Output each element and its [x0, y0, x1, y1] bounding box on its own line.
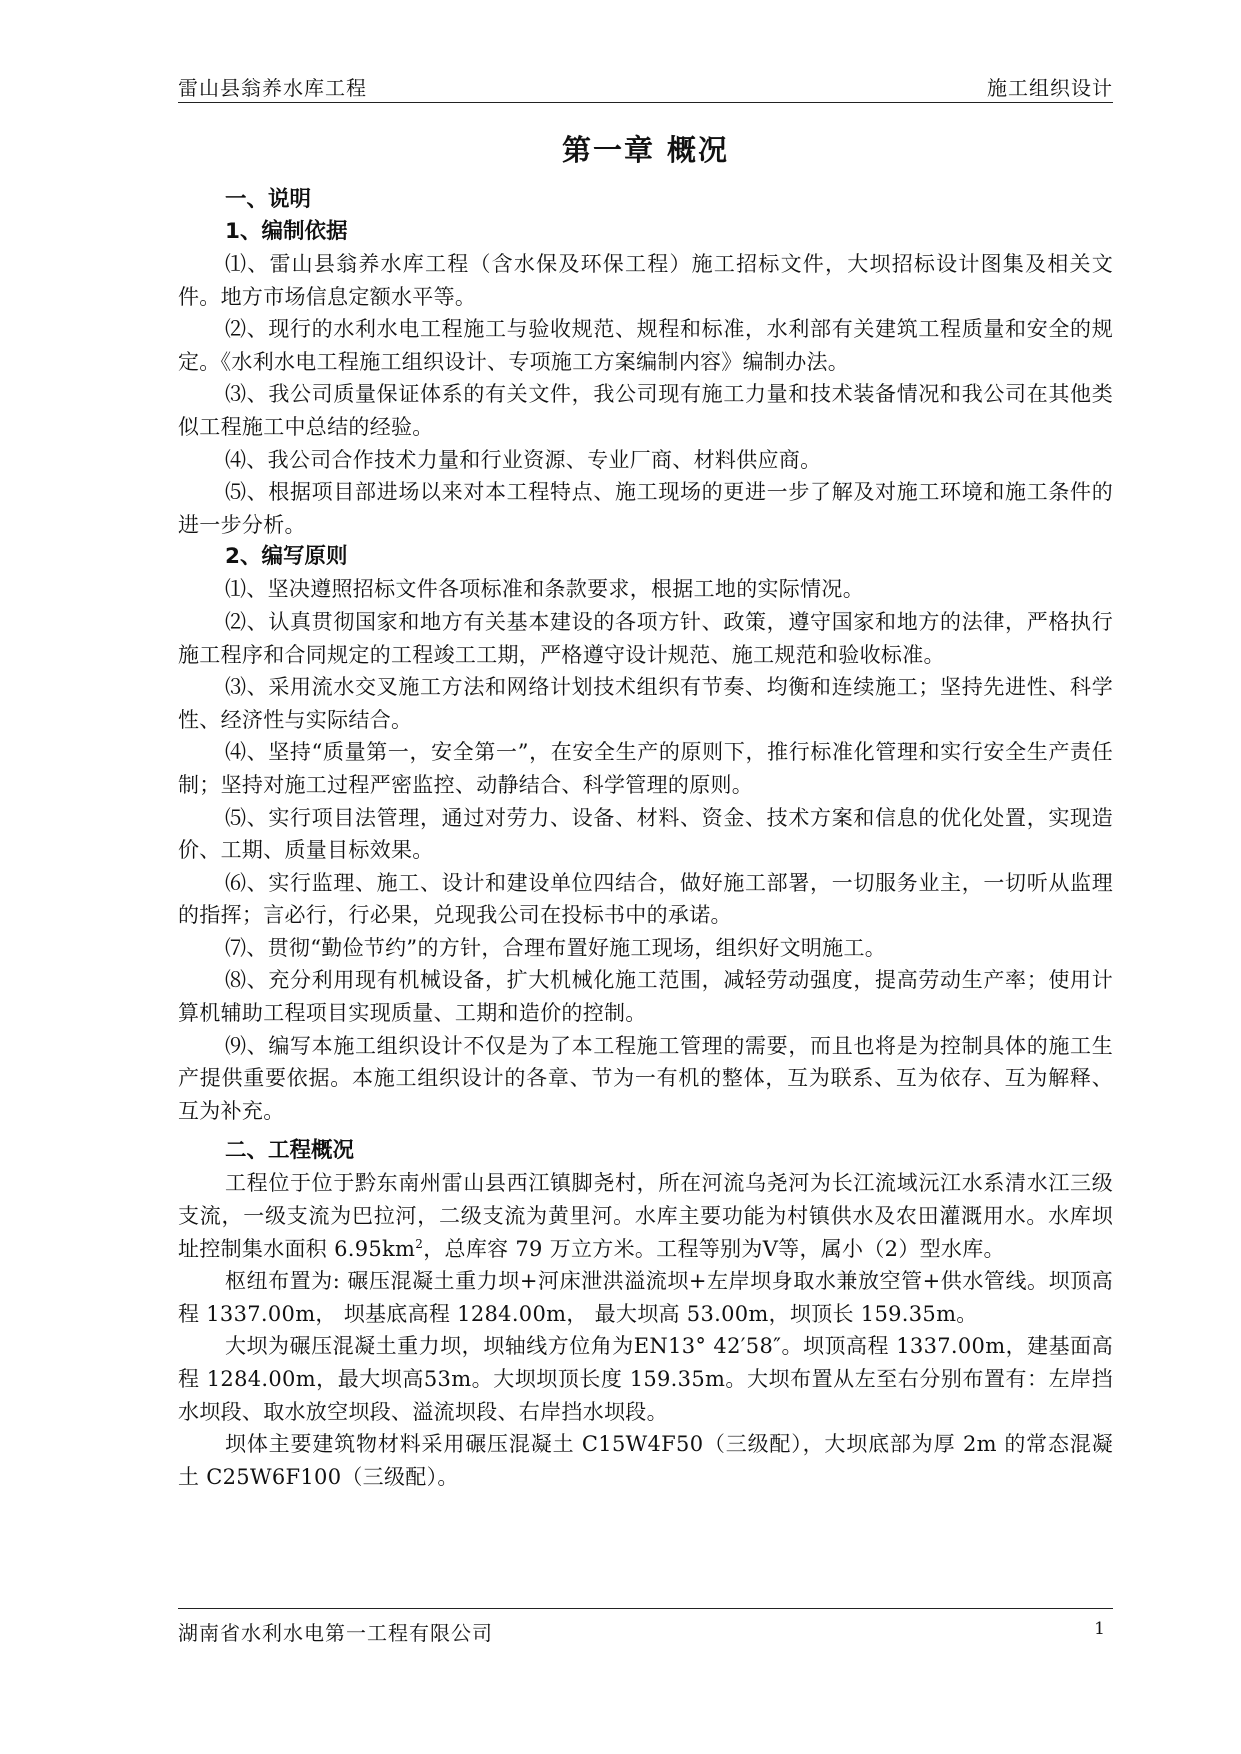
principle-item-8: ⑻、充分利用现有机械设备，扩大机械化施工范围，减轻劳动强度，提高劳动生产率；使用计算机辅助工程项目实现质量、工期和造价的控制。	[178, 968, 1113, 1026]
overview-paragraph-dam: 大坝为碾压混凝土重力坝，坝轴线方位角为EN13° 42′58″。坝顶高程 1337.00m，建基面高程 1284.00m，最大坝高53m。大坝坝顶长度 159.35m。大坝布置从左至右分别布置有：左岸挡水坝段、取水放空坝段、溢流坝段、右岸挡水坝段。	[178, 1334, 1113, 1424]
subsection-heading-principles: 2、编写原则	[225, 544, 348, 570]
overview-location-text-a: 工程位于位于黔东南州雷山县西江镇脚尧村，所在河流乌尧河为长江流域沅江水系清水江三级支流，一级支流为巴拉河，二级支流为黄里河。水库主要功能为村镇供水及农田灌溉用水。水库坝址控制集水面积 6.95km	[178, 1171, 1113, 1261]
area-unit-superscript: 2	[415, 1236, 424, 1251]
page-header	[178, 70, 1113, 103]
header-project-name: 雷山县翁养水库工程	[178, 76, 367, 100]
overview-paragraph-location	[178, 1167, 1113, 1265]
principle-item-1: ⑴、坚决遵照招标文件各项标准和条款要求，根据工地的实际情况。	[225, 577, 864, 602]
basis-item-5: ⑸、根据项目部进场以来对本工程特点、施工现场的更进一步了解及对施工环境和施工条件的进一步分析。	[178, 480, 1113, 537]
section-heading-explanation: 一、说明	[225, 187, 312, 212]
principle-item-2: ⑵、认真贯彻国家和地方有关基本建设的各项方针、政策，遵守国家和地方的法律，严格执行施工程序和合同规定的工程竣工工期，严格遵守设计规范、施工规范和验收标准。	[178, 609, 1113, 667]
subsection-heading-basis: 1、编制依据	[225, 219, 348, 244]
basis-item-2: ⑵、现行的水利水电工程施工与验收规范、规程和标准，水利部有关建筑工程质量和安全的规定。《水利水电工程施工组织设计、专项施工方案编制内容》编制办法。	[178, 317, 1113, 374]
section-gap	[178, 1127, 1113, 1135]
principle-item-9: ⑼、编写本施工组织设计不仅是为了本工程施工管理的需要，而且也将是为控制具体的施工生产提供重要依据。本施工组织设计的各章、节为一有机的整体，互为联系、互为依存、互为解释、互为补充。	[178, 1033, 1113, 1123]
principle-item-4: ⑷、坚持“质量第一，安全第一”，在安全生产的原则下，推行标准化管理和实行安全生产责任制；坚持对施工过程严密监控、动静结合、科学管理的原则。	[178, 740, 1113, 797]
principle-item-5: ⑸、实行项目法管理，通过对劳力、设备、材料、资金、技术方案和信息的优化处置，实现造价、工期、质量目标效果。	[178, 805, 1113, 863]
chapter-title: 第一章 概况	[561, 133, 730, 167]
overview-paragraph-materials: 坝体主要建筑物材料采用碾压混凝土 C15W4F50（三级配），大坝底部为厚 2m 的常态混凝土 C25W6F100（三级配）。	[178, 1432, 1113, 1489]
principle-item-3: ⑶、采用流水交叉施工方法和网络计划技术组织有节奏、均衡和连续施工；坚持先进性、科学性、经济性与实际结合。	[178, 675, 1113, 732]
principle-item-7: ⑺、贯彻“勤俭节约”的方针，合理布置好施工现场，组织好文明施工。	[225, 935, 887, 960]
basis-item-4: ⑷、我公司合作技术力量和行业资源、专业厂商、材料供应商。	[225, 447, 822, 472]
overview-paragraph-layout: 枢纽布置为: 碾压混凝土重力坝+河床泄洪溢流坝+左岸坝身取水兼放空管+供水管线。坝顶高程 1337.00m， 坝基底高程 1284.00m， 最大坝高 53.00m，坝顶长 159.35m。	[178, 1269, 1113, 1326]
section-heading-overview: 二、工程概况	[225, 1138, 355, 1164]
footer-company-name: 湖南省水利水电第一工程有限公司	[178, 1621, 493, 1645]
basis-item-3: ⑶、我公司质量保证体系的有关文件，我公司现有施工力量和技术装备情况和我公司在其他类似工程施工中总结的经验。	[178, 382, 1113, 439]
basis-item-1: ⑴、雷山县翁养水库工程（含水保及环保工程）施工招标文件，大坝招标设计图集及相关文件。地方市场信息定额水平等。	[178, 252, 1113, 309]
page-footer	[178, 1608, 1113, 1649]
overview-location-text-b: ，总库容 79 万立方米。工程等别为Ⅴ等，属小（2）型水库。	[423, 1236, 1005, 1261]
footer-page-number: 1	[1094, 1619, 1105, 1639]
header-doc-type: 施工组织设计	[987, 76, 1113, 100]
document-body	[178, 122, 1113, 1493]
principle-item-6: ⑹、实行监理、施工、设计和建设单位四结合，做好施工部署，一切服务业主，一切听从监理的指挥；言必行，行必果，兑现我公司在投标书中的承诺。	[178, 870, 1113, 928]
